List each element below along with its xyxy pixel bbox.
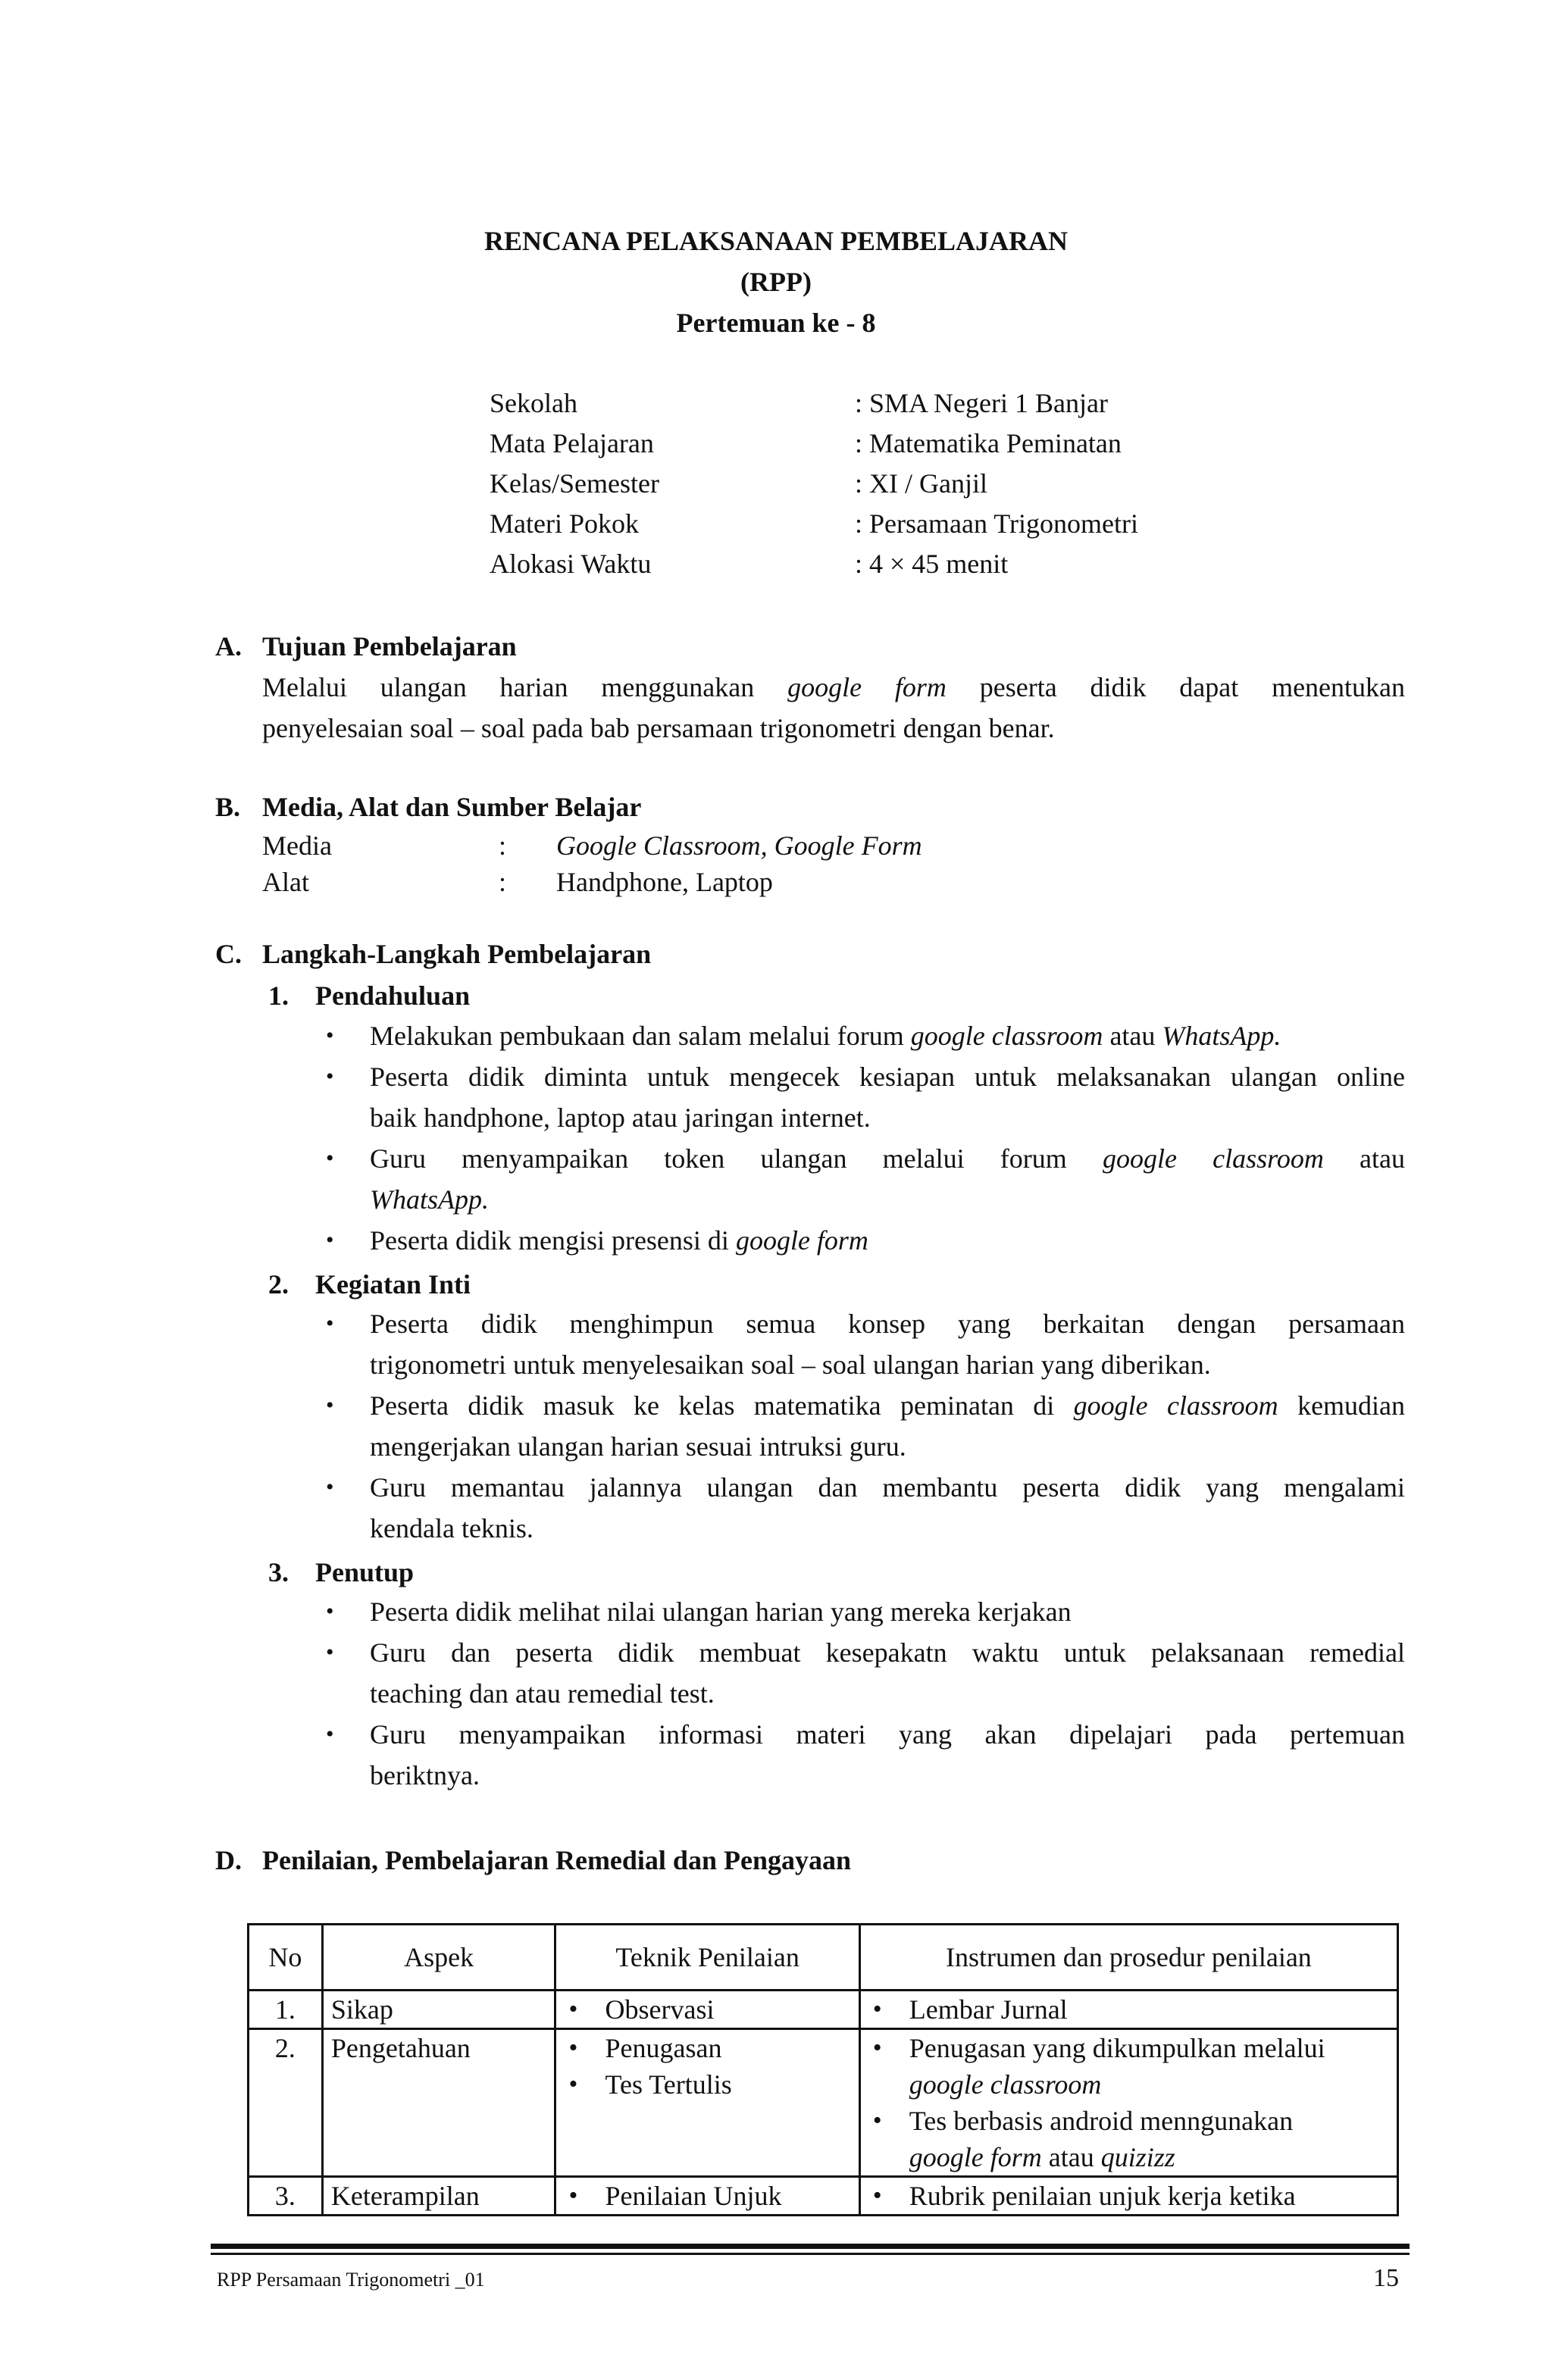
emphasis-text: google form <box>787 672 947 702</box>
list-item: • Tes Tertulis <box>564 2066 850 2103</box>
section-a-title: Tujuan Pembelajaran <box>262 631 517 661</box>
meeting-number: Pertemuan ke - 8 <box>676 308 876 338</box>
text: atau <box>1360 1143 1406 1174</box>
bullet-icon: • <box>326 1064 334 1089</box>
footer-divider <box>211 2244 1410 2249</box>
document-title: RENCANA PELAKSANAAN PEMBELAJARAN <box>483 226 1069 256</box>
media-label: Media <box>262 830 332 861</box>
document-subtitle: (RPP) <box>740 267 812 297</box>
list-item <box>370 1467 1405 1549</box>
text: Melalui ulangan harian menggunakan <box>262 672 755 702</box>
text-line <box>370 1138 1405 1179</box>
text: baik handphone, laptop atau jaringan internet. <box>370 1102 871 1133</box>
text: trigonometri untuk menyelesaikan soal – soal ulangan harian yang diberikan. <box>370 1350 1211 1380</box>
emphasis-text: google form <box>735 1225 868 1256</box>
paragraph-line <box>262 667 1405 708</box>
text: teaching dan atau remedial test. <box>370 1678 715 1709</box>
subsection-number: 3. <box>268 1557 289 1587</box>
page-number: 15 <box>1373 2264 1399 2292</box>
text: Guru dan peserta didik membuat kesepakatn waktu untuk pelaksanaan remedial <box>370 1637 1405 1668</box>
bullet-icon: • <box>326 1475 334 1500</box>
bullet-icon: • <box>326 1023 334 1048</box>
colon: : <box>499 830 507 861</box>
identity-value: : 4 × 45 menit <box>855 549 1009 579</box>
text: atau <box>1109 1021 1156 1051</box>
table-cell: Pengetahuan <box>322 2029 555 2177</box>
table-cell <box>859 2029 1397 2177</box>
emphasis-text: google classroom <box>1102 1143 1324 1174</box>
bullet-icon: • <box>326 1311 334 1336</box>
emphasis-text: google classroom <box>910 1021 1103 1051</box>
list-item: Peserta didik melihat nilai ulangan harian yang mereka kerjakan <box>370 1597 1072 1627</box>
list-item <box>370 1385 1405 1467</box>
footer-document-name: RPP Persamaan Trigonometri _01 <box>217 2269 485 2291</box>
table-cell: 1. <box>249 1991 323 2029</box>
text: Guru memantau jalannya ulangan dan membantu peserta didik yang mengalami <box>370 1472 1405 1503</box>
list-item: • Rubrik penilaian unjuk kerja ketika <box>868 2178 1389 2214</box>
identity-label: Materi Pokok <box>490 508 639 539</box>
subsection-number: 2. <box>268 1269 289 1299</box>
list-item <box>370 1220 1405 1261</box>
section-a-letter: A. <box>215 631 242 661</box>
emphasis-text: google classroom <box>909 2069 1102 2100</box>
text: Peserta didik mengisi presensi di <box>370 1225 729 1256</box>
list-item <box>370 1015 1405 1056</box>
table-cell <box>555 2177 859 2216</box>
text: atau <box>1048 2142 1094 2172</box>
text: Guru menyampaikan token ulangan melalui forum <box>370 1143 1067 1174</box>
table-cell: 2. <box>249 2029 323 2177</box>
section-c-letter: C. <box>215 939 242 969</box>
colon: : <box>499 867 507 897</box>
text-line <box>370 1385 1405 1426</box>
text: Guru menyampaikan informasi materi yang akan dipelajari pada pertemuan <box>370 1719 1405 1750</box>
table-cell <box>555 1991 859 2029</box>
table-cell: Keterampilan <box>322 2177 555 2216</box>
emphasis-text: quizizz <box>1100 2142 1175 2172</box>
list-item <box>370 1138 1405 1220</box>
list-item <box>868 2030 1389 2103</box>
table-cell <box>859 1991 1397 2029</box>
table-cell: Sikap <box>322 1991 555 2029</box>
text: beriktnya. <box>370 1760 480 1790</box>
subsection-number: 1. <box>268 980 289 1011</box>
alat-value: Handphone, Laptop <box>556 867 773 897</box>
section-a-paragraph <box>262 667 1405 749</box>
identity-value: : Persamaan Trigonometri <box>855 508 1138 539</box>
paragraph-line: penyelesaian soal – soal pada bab persamaan trigonometri dengan benar. <box>262 713 1055 743</box>
list-item <box>370 1714 1405 1796</box>
list-item: • Lembar Jurnal <box>868 1991 1389 2028</box>
subsection-title: Pendahuluan <box>315 980 471 1011</box>
section-b-title: Media, Alat dan Sumber Belajar <box>262 792 642 822</box>
identity-value: : XI / Ganjil <box>855 468 987 499</box>
section-d-title: Penilaian, Pembelajaran Remedial dan Pengayaan <box>262 1845 851 1875</box>
column-header: Aspek <box>322 1925 555 1991</box>
bullet-icon: • <box>326 1599 334 1624</box>
section-d-letter: D. <box>215 1845 242 1875</box>
list-item <box>868 2103 1389 2175</box>
identity-value: : Matematika Peminatan <box>855 428 1122 458</box>
text: kendala teknis. <box>370 1513 534 1543</box>
bullet-icon: • <box>326 1146 334 1171</box>
text: Tes berbasis android menngunakan <box>909 2106 1294 2136</box>
identity-label: Mata Pelajaran <box>490 428 654 458</box>
emphasis-text: google form <box>909 2142 1042 2172</box>
bullet-icon: • <box>326 1722 334 1747</box>
text: Peserta didik diminta untuk mengecek kesiapan untuk melaksanakan ulangan online <box>370 1062 1405 1092</box>
list-item <box>370 1056 1405 1138</box>
alat-label: Alat <box>262 867 309 897</box>
subsection-title: Penutup <box>315 1557 415 1587</box>
text: kemudian <box>1297 1390 1406 1421</box>
identity-label: Sekolah <box>490 388 577 418</box>
identity-label: Alokasi Waktu <box>490 549 652 579</box>
text: Peserta didik menghimpun semua konsep yang berkaitan dengan persamaan <box>370 1309 1405 1339</box>
column-header: Instrumen dan prosedur penilaian <box>859 1925 1397 1991</box>
table-row <box>249 2029 1398 2177</box>
section-b-letter: B. <box>215 792 241 822</box>
table-cell: 3. <box>249 2177 323 2216</box>
table-cell <box>859 2177 1397 2216</box>
media-value: Google Classroom, Google Form <box>556 830 922 861</box>
table-header-row <box>249 1925 1398 1991</box>
column-header: No <box>249 1925 323 1991</box>
bullet-icon: • <box>326 1640 334 1665</box>
table-cell <box>555 2029 859 2177</box>
list-item <box>370 1632 1405 1714</box>
column-header: Teknik Penilaian <box>555 1925 859 1991</box>
list-item <box>370 1303 1405 1385</box>
identity-label: Kelas/Semester <box>490 468 659 499</box>
section-c-title: Langkah-Langkah Pembelajaran <box>262 939 652 969</box>
bullet-icon: • <box>326 1393 334 1418</box>
table-row <box>249 2177 1398 2216</box>
list-item: • Penugasan <box>564 2030 850 2066</box>
text: Melakukan pembukaan dan salam melalui forum <box>370 1021 904 1051</box>
list-item: • Observasi <box>564 1991 850 2028</box>
text: Penugasan yang dikumpulkan melalui <box>909 2033 1325 2063</box>
assessment-table <box>247 1923 1399 2216</box>
text: Peserta didik masuk ke kelas matematika peminatan di <box>370 1390 1055 1421</box>
text: mengerjakan ulangan harian sesuai intruksi guru. <box>370 1431 906 1462</box>
footer-divider <box>211 2253 1410 2255</box>
emphasis-text: WhatsApp. <box>1162 1021 1281 1051</box>
table-row <box>249 1991 1398 2029</box>
list-item: • Penilaian Unjuk <box>564 2178 850 2214</box>
emphasis-text: google classroom <box>1073 1390 1278 1421</box>
text: peserta didik dapat menentukan <box>979 672 1406 702</box>
bullet-icon: • <box>326 1228 334 1253</box>
identity-value: : SMA Negeri 1 Banjar <box>855 388 1108 418</box>
subsection-title: Kegiatan Inti <box>315 1269 471 1299</box>
emphasis-text: WhatsApp. <box>370 1184 489 1215</box>
